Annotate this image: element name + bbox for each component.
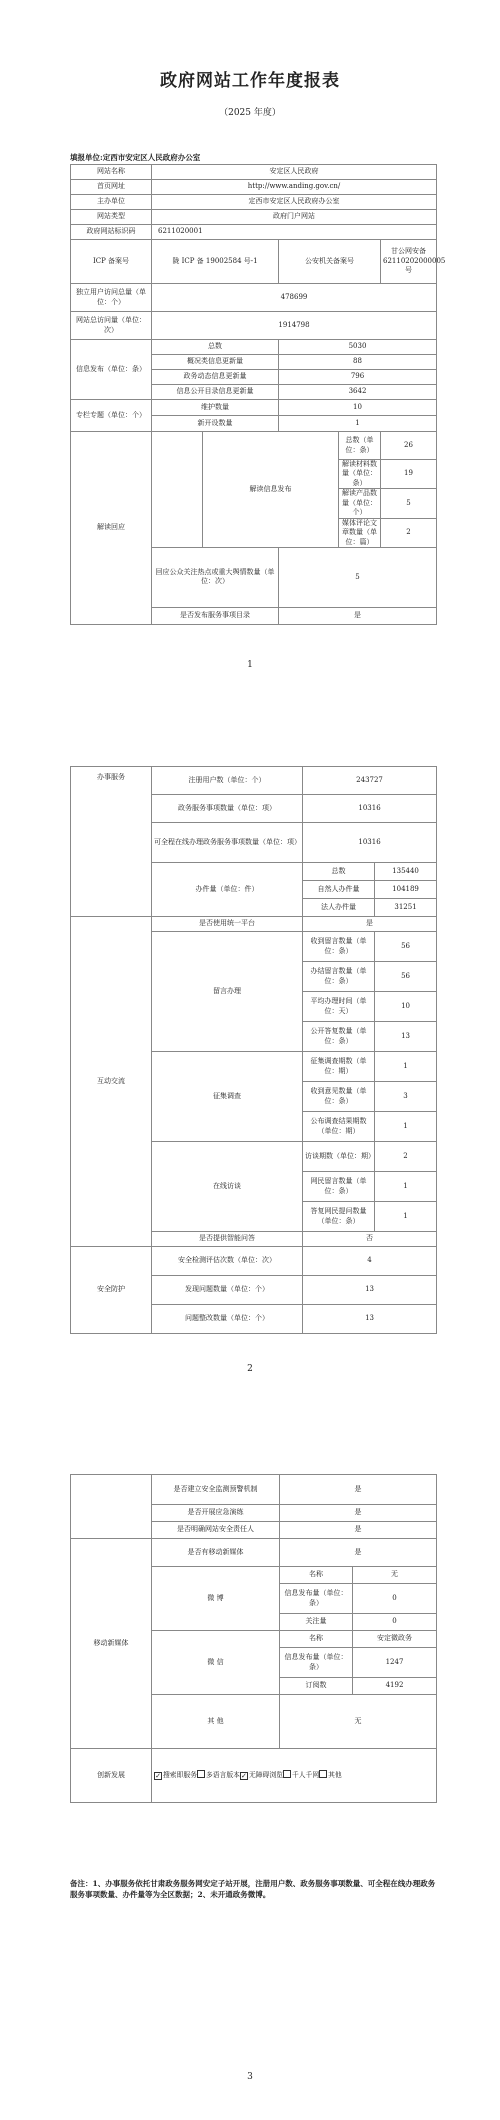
cell-label: 关注量 (280, 1614, 353, 1631)
cell-label: 是否提供智能问答 (152, 1232, 303, 1247)
cell-label: 访谈期数（单位：期） (303, 1142, 375, 1172)
report-table-1 (70, 164, 446, 625)
cell-value: 否 (303, 1232, 437, 1247)
cell-value: 135440 (375, 863, 437, 881)
cell-value: 243727 (303, 767, 437, 795)
cell-value: 1 (375, 1172, 437, 1202)
cell-label: 征集调查期数（单位：期） (303, 1052, 375, 1082)
innovation-options (152, 1749, 437, 1803)
cell-label: 公安机关备案号 (279, 240, 381, 284)
cell-value: 10 (375, 992, 437, 1022)
cell-label: 是否建立安全监测预警机制 (152, 1475, 280, 1505)
cell-value: 2 (381, 518, 437, 547)
cell-label: 创新发展 (71, 1749, 152, 1803)
cell-value: 5 (381, 489, 437, 518)
cell-value: 56 (375, 932, 437, 962)
report-table-3 (70, 1474, 437, 1803)
cell-value: 26 (381, 432, 437, 460)
table-row (71, 1247, 437, 1276)
cell-value: 478699 (152, 284, 437, 312)
cell-label: 在线访谈 (152, 1142, 303, 1232)
cell-label: 答复网民提问数量（单位：条） (303, 1202, 375, 1232)
cell-value: 是 (280, 1475, 437, 1505)
cell-label: 回应公众关注热点或重大舆情数量（单位：次） (152, 547, 279, 607)
table-row (71, 195, 437, 210)
option-label: 搜索即服务 (163, 1771, 197, 1780)
cell-value: 3 (375, 1082, 437, 1112)
cell-label: 网站类型 (71, 210, 152, 225)
cell-value: 10316 (303, 795, 437, 823)
cell-value: 定西市安定区人民政府办公室 (152, 195, 437, 210)
cell-label: 解读信息发布 (203, 432, 339, 548)
cell-label: 移动新媒体 (71, 1539, 152, 1749)
cell-value: 13 (303, 1276, 437, 1305)
cell-label: 是否使用统一平台 (152, 917, 303, 932)
cell-value: 13 (375, 1022, 437, 1052)
cell-label: 是否开展应急演练 (152, 1505, 280, 1522)
cell-label: ICP 备案号 (71, 240, 152, 284)
checkbox-personalized[interactable] (283, 1770, 291, 1778)
cell-label: 办件量（单位：件） (152, 863, 303, 917)
cell-label: 征集调查 (152, 1052, 303, 1142)
cell-value: 1 (375, 1052, 437, 1082)
cell-label: 政务服务事项数量（单位：项） (152, 795, 303, 823)
cell-label: 是否有移动新媒体 (152, 1539, 280, 1567)
cell-label: 互动交流 (71, 917, 152, 1247)
table-row (71, 432, 437, 460)
report-table-2 (70, 766, 437, 1334)
cell-value: 10316 (303, 823, 437, 863)
cell-label: 发现问题数量（单位：个） (152, 1276, 303, 1305)
table-row (71, 284, 437, 312)
cell-label: 自然人办件量 (303, 881, 375, 899)
cell-label: 是否发布服务事项目录 (152, 607, 279, 624)
cell-value: 796 (279, 370, 437, 385)
cell-value: 4192 (353, 1678, 437, 1695)
reporting-unit: 填报单位:定西市安定区人民政府办公室 (70, 153, 201, 162)
cell-value: 1 (279, 416, 437, 432)
cell-value: 0 (353, 1584, 437, 1614)
cell-label: 总数 (303, 863, 375, 881)
page-number: 2 (247, 1364, 253, 1374)
cell-label: 总数（单位：条） (339, 432, 381, 460)
cell-label: 注册用户数（单位：个） (152, 767, 303, 795)
checkbox-accessibility[interactable]: ✓ (241, 1772, 247, 1781)
cell-value: 5030 (279, 340, 437, 355)
cell-value: 3642 (279, 385, 437, 400)
cell-value: 1914798 (152, 312, 437, 340)
cell-value: 1 (375, 1112, 437, 1142)
cell-label: 留言办理 (152, 932, 303, 1052)
cell-value: 4 (303, 1247, 437, 1276)
table-row (71, 210, 437, 225)
cell-label: 总数 (152, 340, 279, 355)
cell-label: 网站名称 (71, 165, 152, 180)
cell-value: 无 (353, 1567, 437, 1584)
cell-label: 信息公开目录信息更新量 (152, 385, 279, 400)
report-year: （2025 年度） (219, 108, 281, 118)
cell-label: 信息发布量（单位：条） (280, 1584, 353, 1614)
table-row (71, 165, 437, 180)
cell-value: 陇 ICP 备 19002584 号-1 (152, 240, 279, 284)
table-row (71, 312, 437, 340)
cell-label: 维护数量 (152, 400, 279, 416)
cell-label: 收到留言数量（单位：条） (303, 932, 375, 962)
cell-value: 13 (303, 1305, 437, 1334)
cell-value: 5 (279, 547, 437, 607)
cell-label: 信息发布（单位：条） (71, 340, 152, 400)
cell-value: 1 (375, 1202, 437, 1232)
table-row (71, 1475, 437, 1505)
cell-label: 微 博 (152, 1567, 280, 1631)
cell-label: 微 信 (152, 1631, 280, 1695)
cell-value: 2 (375, 1142, 437, 1172)
cell-value: 104189 (375, 881, 437, 899)
cell-label: 解读回应 (71, 432, 152, 625)
page-1 (0, 0, 500, 710)
table-row (71, 1539, 437, 1567)
cell-label: 新开设数量 (152, 416, 279, 432)
page-number: 3 (247, 2072, 253, 2082)
checkbox-search-service[interactable]: ✓ (155, 1772, 161, 1781)
cell-value: 0 (353, 1614, 437, 1631)
cell-value: 1247 (353, 1648, 437, 1678)
cell-label: 公开答复数量（单位：条） (303, 1022, 375, 1052)
table-row (71, 767, 437, 795)
cell-value: 是 (280, 1522, 437, 1539)
cell-value: 安定区人民政府 (152, 165, 437, 180)
option-label: 千人千网 (291, 1771, 320, 1780)
option-label: 无障碍浏览 (248, 1771, 283, 1780)
cell-value: 88 (279, 355, 437, 370)
cell-label: 首页网址 (71, 180, 152, 195)
cell-label: 收到意见数量（单位：条） (303, 1082, 375, 1112)
cell-label: 名称 (280, 1567, 353, 1584)
cell-value: 是 (279, 607, 437, 624)
checkbox-other[interactable] (319, 1770, 327, 1778)
cell-label: 名称 (280, 1631, 353, 1648)
cell-value: 31251 (375, 899, 437, 917)
page-2 (0, 710, 500, 1420)
checkbox-multilingual[interactable] (197, 1770, 205, 1778)
cell-value: 10 (279, 400, 437, 416)
cell-label: 信息发布量（单位：条） (280, 1648, 353, 1678)
cell-label: 网民留言数量（单位：条） (303, 1172, 375, 1202)
cell-label: 其 他 (152, 1695, 280, 1749)
table-row (71, 225, 437, 240)
cell-label: 可全程在线办理政务服务事项数量（单位：项） (152, 823, 303, 863)
cell-label: 独立用户访问总量（单位：个） (71, 284, 152, 312)
cell-value: 甘公网安备 62110202000005 号 (381, 240, 437, 284)
table-row (71, 180, 437, 195)
cell-label: 安全检测评估次数（单位：次） (152, 1247, 303, 1276)
cell-label: 公布调查结果期数（单位：期） (303, 1112, 375, 1142)
cell-label: 办结留言数量（单位：条） (303, 962, 375, 992)
cell-value: 政府门户网站 (152, 210, 437, 225)
cell-label: 办事服务 (71, 767, 152, 917)
table-row (71, 340, 437, 355)
cell-label: 订阅数 (280, 1678, 353, 1695)
cell-label: 安全防护 (71, 1247, 152, 1334)
table-row (71, 400, 437, 416)
cell-label: 问题整改数量（单位：个） (152, 1305, 303, 1334)
cell-value: 是 (280, 1505, 437, 1522)
cell-value: 是 (280, 1539, 437, 1567)
cell-value: 无 (280, 1695, 437, 1749)
cell-label: 法人办件量 (303, 899, 375, 917)
option-label: 多语言版本 (205, 1771, 240, 1780)
cell-label: 解读产品数量（单位：个） (339, 489, 381, 518)
cell-label: 主办单位 (71, 195, 152, 210)
cell-label: 媒体评论文章数量（单位：篇） (339, 518, 381, 547)
cell-label: 专栏专题（单位：个） (71, 400, 152, 432)
option-label: 其他 (328, 1771, 342, 1780)
cell-value: 是 (303, 917, 437, 932)
cell-label: 政府网站标识码 (71, 225, 152, 240)
home-url-link[interactable]: http://www.anding.gov.cn/ (152, 180, 437, 195)
cell-value: 19 (381, 460, 437, 489)
cell-label: 网站总访问量（单位：次） (71, 312, 152, 340)
page-3 (0, 1420, 500, 2120)
cell-label: 解读材料数量（单位：条） (339, 460, 381, 489)
cell-label: 平均办理时间（单位：天） (303, 992, 375, 1022)
cell-label: 是否明确网站安全责任人 (152, 1522, 280, 1539)
table-row (71, 240, 437, 284)
cell-label: 概况类信息更新量 (152, 355, 279, 370)
table-row (71, 917, 437, 932)
cell-value: 安定微政务 (353, 1631, 437, 1648)
cell-value: 6211020001 (152, 225, 437, 240)
remarks: 备注：1、办事服务依托甘肃政务服务网安定子站开展，注册用户数、政务服务事项数量、可全程在线办理政务服务事项数量、办件量等为全区数据；2、未开通政务微博。 (70, 1879, 436, 1900)
page-number: 1 (247, 660, 253, 670)
table-row (71, 1749, 437, 1803)
page-title: 政府网站工作年度报表 (160, 71, 340, 91)
cell-value: 56 (375, 962, 437, 992)
cell-label: 政务动态信息更新量 (152, 370, 279, 385)
